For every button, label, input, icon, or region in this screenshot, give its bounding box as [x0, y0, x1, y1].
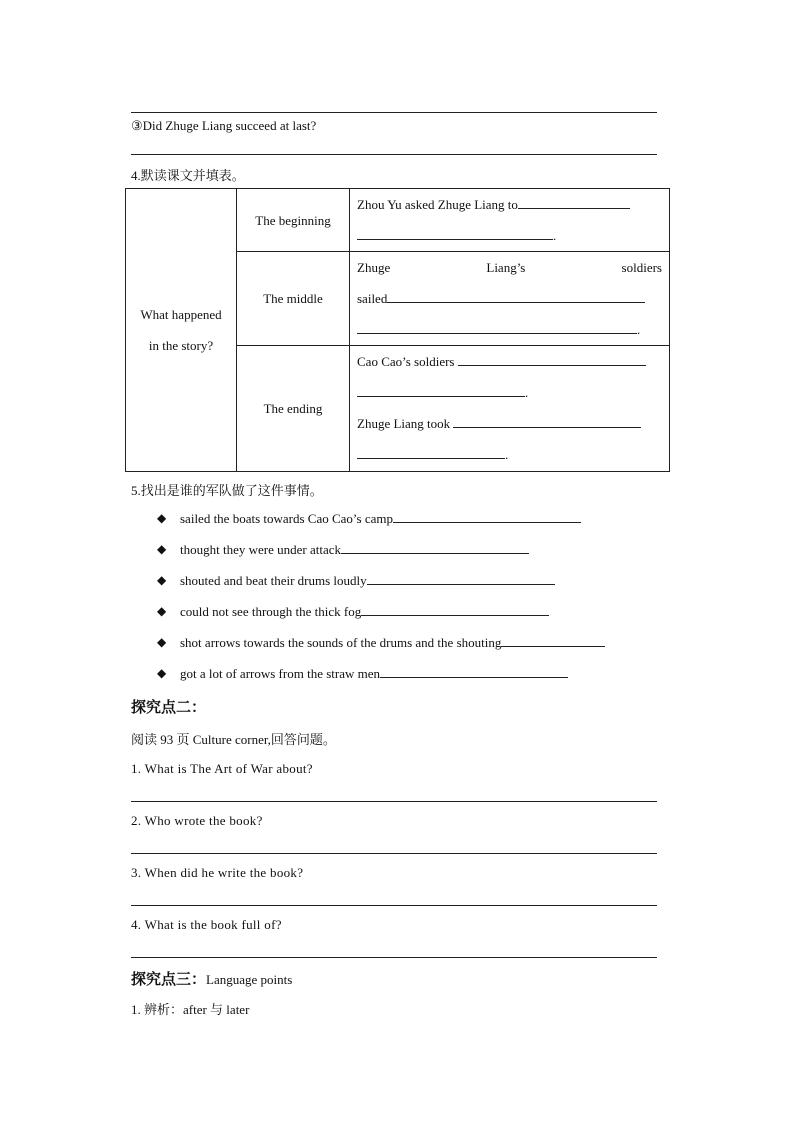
answer-blank[interactable]: [367, 572, 555, 585]
bullet-diamond: ◆: [157, 511, 167, 525]
section3-heading: [131, 968, 292, 989]
list-item: [180, 572, 555, 589]
list-item: [180, 634, 605, 651]
answer-blank[interactable]: [357, 446, 505, 459]
list-item: [180, 541, 529, 558]
section3-item1: 1. 辨析：after 与 later: [131, 1002, 250, 1017]
list-item: [180, 510, 581, 527]
bullet-diamond: ◆: [157, 635, 167, 649]
question-item: 4. What is the book full of?: [131, 917, 282, 932]
middle-word3: soldiers: [621, 260, 662, 275]
middle-text: sailed: [357, 291, 388, 306]
question-3: ③Did Zhuge Liang succeed at last?: [131, 118, 317, 133]
answer-blank[interactable]: [357, 384, 525, 397]
list-item-text: could not see through the thick fog: [180, 604, 362, 619]
section2-intro: 阅读 93 页 Culture corner,回答问题。: [131, 732, 336, 747]
answer-line[interactable]: [131, 905, 657, 906]
beginning-label: The beginning: [237, 189, 350, 252]
middle-word2: Liang’s: [486, 260, 526, 275]
ending-label: The ending: [237, 346, 350, 472]
middle-word1: Zhuge: [357, 260, 391, 275]
section3-title-suffix: Language points: [206, 972, 293, 987]
row-header-line2: in the story?: [148, 338, 214, 353]
question-item: 1. What is The Art of War about?: [131, 761, 313, 776]
answer-blank[interactable]: [387, 290, 645, 303]
task5-heading: 5.找出是谁的军队做了这件事情。: [131, 483, 323, 498]
task4-heading: 4.默读课文并填表。: [131, 168, 245, 183]
list-item: [180, 665, 568, 682]
answer-blank[interactable]: [518, 196, 630, 209]
bullet-diamond: ◆: [157, 573, 167, 587]
list-item-text: got a lot of arrows from the straw men: [180, 666, 381, 681]
answer-blank[interactable]: [453, 415, 641, 428]
bullet-diamond: ◆: [157, 666, 167, 680]
answer-blank[interactable]: [393, 510, 581, 523]
period: .: [505, 447, 509, 462]
answer-blank[interactable]: [458, 353, 646, 366]
ending-cell: [350, 346, 670, 472]
answer-line[interactable]: [131, 112, 657, 113]
list-item-text: thought they were under attack: [180, 542, 341, 557]
answer-blank[interactable]: [501, 634, 605, 647]
list-item-text: shouted and beat their drums loudly: [180, 573, 367, 588]
beginning-cell: [350, 189, 670, 252]
answer-blank[interactable]: [380, 665, 568, 678]
answer-blank[interactable]: [361, 603, 549, 616]
answer-line[interactable]: [131, 853, 657, 854]
bullet-diamond: ◆: [157, 542, 167, 556]
answer-line[interactable]: [131, 957, 657, 958]
answer-blank[interactable]: [357, 227, 553, 240]
ending-text1: Cao Cao’s soldiers: [357, 354, 458, 369]
beginning-text: Zhou Yu asked Zhuge Liang to: [357, 197, 518, 212]
bullet-diamond: ◆: [157, 604, 167, 618]
middle-cell: [350, 252, 670, 346]
story-table: [125, 188, 670, 472]
list-item: [180, 603, 549, 620]
middle-label: The middle: [237, 252, 350, 346]
period: .: [553, 228, 557, 243]
row-header-cell: [126, 189, 237, 472]
period: .: [525, 385, 529, 400]
row-header-line1: What happened: [140, 307, 222, 322]
period: .: [637, 322, 641, 337]
list-item-text: sailed the boats towards Cao Cao’s camp: [180, 511, 394, 526]
section3-title: 探究点三：: [131, 972, 207, 988]
ending-text2: Zhuge Liang took: [357, 416, 454, 431]
section2-title: 探究点二：: [131, 700, 207, 716]
answer-line[interactable]: [131, 154, 657, 155]
answer-blank[interactable]: [341, 541, 529, 554]
list-item-text: shot arrows towards the sounds of the drums and the shouting: [180, 635, 502, 650]
question-item: 2. Who wrote the book?: [131, 813, 263, 828]
answer-blank[interactable]: [357, 321, 637, 334]
question-item: 3. When did he write the book?: [131, 865, 304, 880]
answer-line[interactable]: [131, 801, 657, 802]
